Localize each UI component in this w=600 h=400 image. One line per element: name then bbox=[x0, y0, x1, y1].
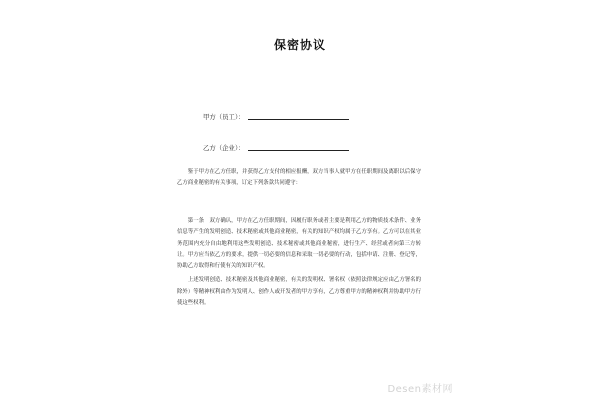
party-a-label: 甲方（员工）： bbox=[203, 113, 245, 121]
party-b-label: 乙方（企业）： bbox=[203, 144, 245, 152]
article-1-continuation-text: 上述发明创造、技术秘密及其他商业秘密，有关的发明权、署名权（依照法律规定应由乙方署名的除外）等精神权利由作为发明人、创作人或开发者的甲方享有，乙方尊重甲方的精神权利并协助甲方行使这些权利。 bbox=[177, 277, 421, 307]
party-b-signature-line bbox=[248, 150, 349, 151]
party-b-field bbox=[203, 143, 245, 152]
article-1-section bbox=[177, 216, 421, 309]
intro-text: 鉴于甲方在乙方任职，并获得乙方支付的相应报酬，双方当事人就甲方在任职期间及离职以后保守乙方商业秘密的有关事项，订定下列条款共同遵守： bbox=[177, 169, 421, 187]
intro-paragraph bbox=[177, 167, 421, 190]
document-title: 保密协议 bbox=[273, 38, 326, 52]
article-1-text: 第一条 双方确认，甲方在乙方任职期间，因履行职务或者主要是利用乙方的物质技术条件、业务信息等产生的发明创造、技术秘密或其他商业秘密，有关的知识产权均属于乙方享有。乙方可以在其业务范围内充分自由地利用这些发明创造、技术秘密或其他商业秘密，进行生产、经营或者向第三方转让。甲方应当依乙方的要求，提供一切必要的信息和采取一切必要的行动，包括申请、注册、登记等，协助乙方取得和行使有关的知识产权。 bbox=[177, 218, 421, 270]
party-a-field bbox=[203, 112, 245, 121]
party-a-signature-line bbox=[248, 119, 349, 120]
watermark-logo: Desen素材网 bbox=[387, 384, 453, 395]
